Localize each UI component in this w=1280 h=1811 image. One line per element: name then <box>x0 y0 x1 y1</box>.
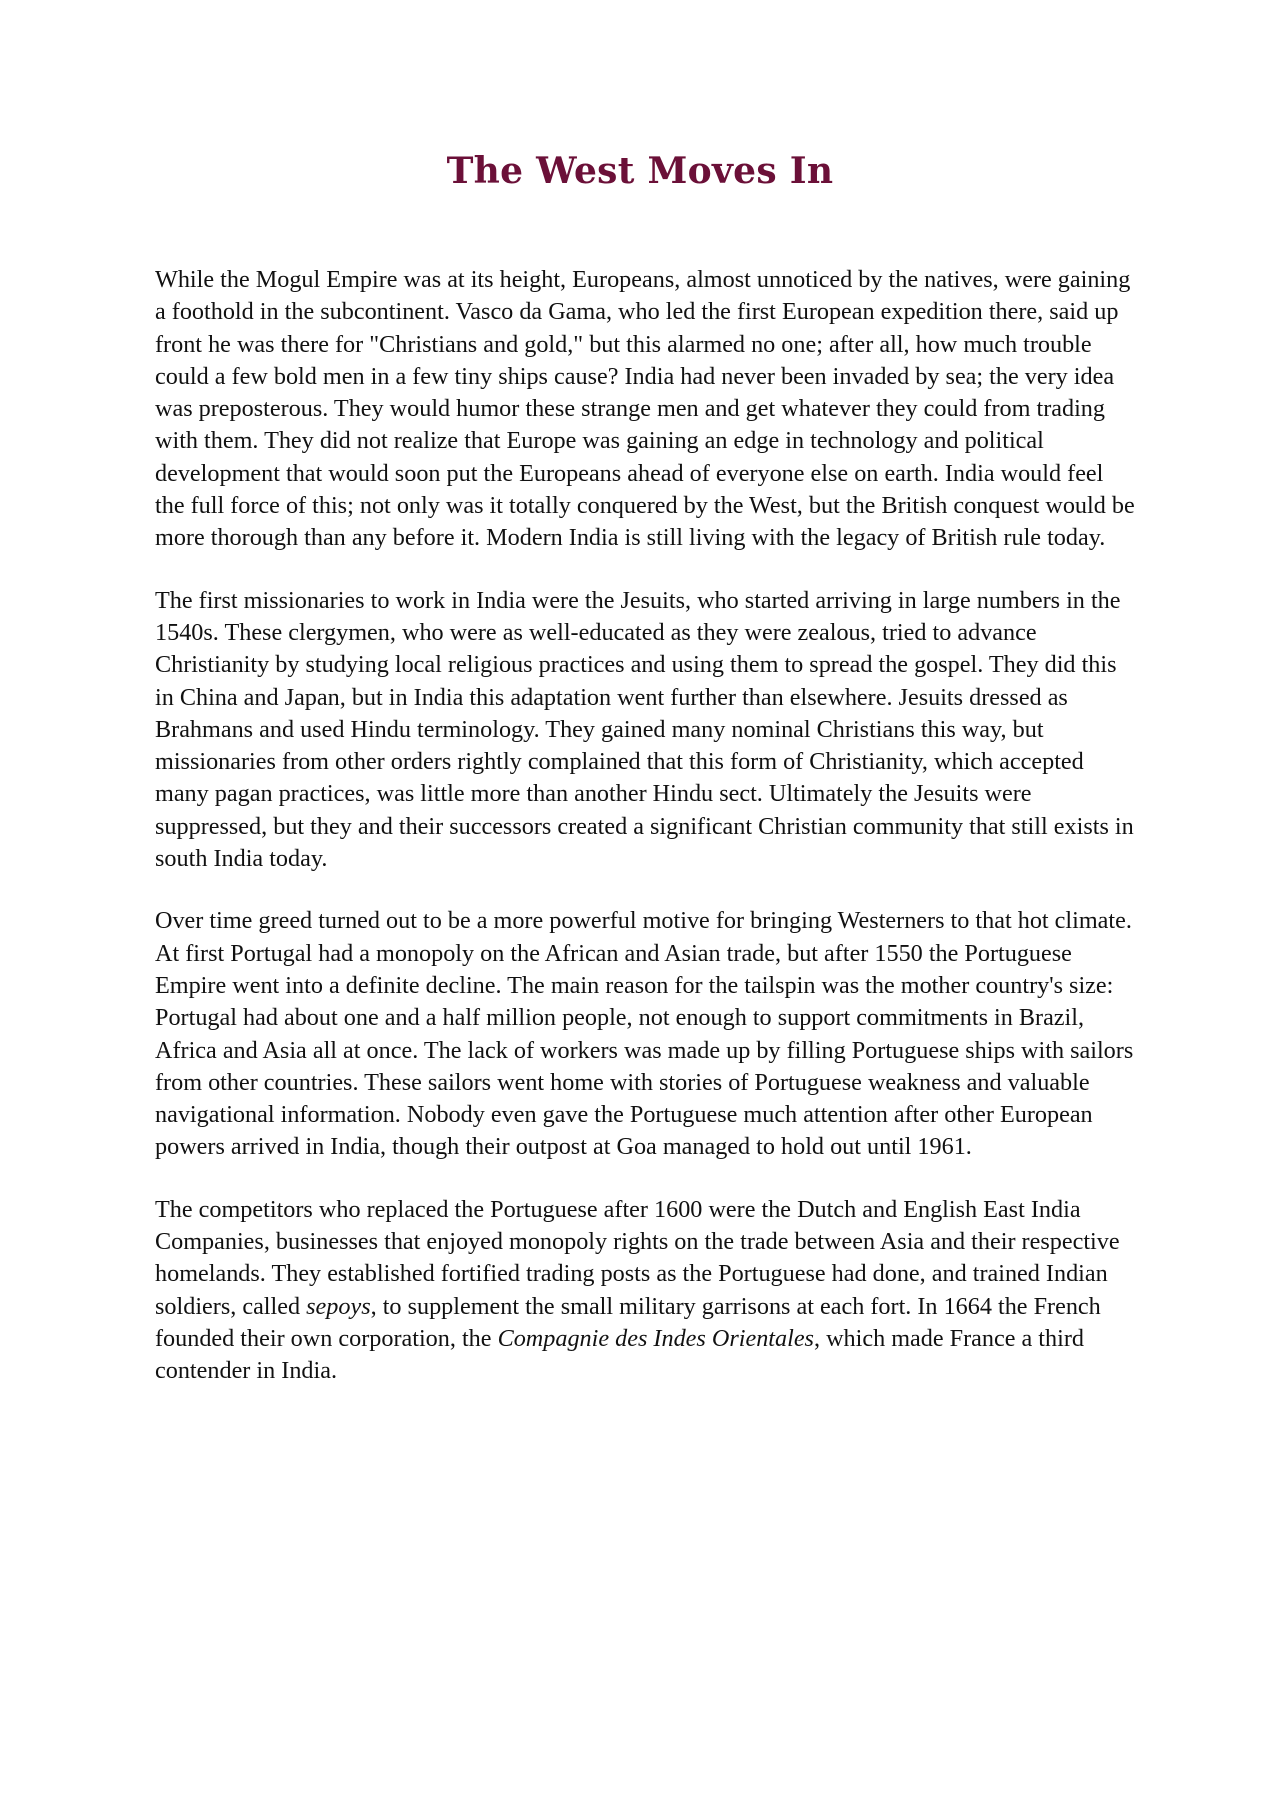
italic-term-compagnie: Compagnie des Indes Orientales <box>497 1324 814 1352</box>
paragraph-4-text-b: , to supplement the small military garrisons at each fort. In 1664 the French founded their own corporation, the <box>155 1292 1101 1352</box>
article-body <box>155 264 1135 1418</box>
paragraph-3: Over time greed turned out to be a more powerful motive for bringing Westerners to that hot climate. At first Portugal had a monopoly on the African and Asian trade, but after 1550 the Portuguese Empire went into a definite decline. The main reason for the tailspin was the mother country's size: Portugal had about one and a half million people, not enough to support commitments in Brazil, Africa and Asia all at once. The lack of workers was made up by filling Portuguese ships with sailors from other countries. These sailors went home with stories of Portuguese weakness and valuable navigational information. Nobody even gave the Portuguese much attention after other European powers arrived in India, though their outpost at Goa managed to hold out until 1961. <box>155 907 1134 1161</box>
paragraph-2: The first missionaries to work in India were the Jesuits, who started arriving in large numbers in the 1540s. These clergymen, who were as well-educated as they were zealous, tried to advance Christianity by studying local religious practices and using them to spread the gospel. They did this in China and Japan, but in India this adaptation went further than elsewhere. Jesuits dressed as Brahmans and used Hindu terminology. They gained many nominal Christians this way, but missionaries from other orders rightly complained that this form of Christianity, which accepted many pagan practices, was little more than another Hindu sect. Ultimately the Jesuits were suppressed, but they and their successors created a significant Christian community that still exists in south India today. <box>155 586 1134 873</box>
page-title: The West Moves In <box>446 150 834 192</box>
paragraph-4 <box>155 1194 1135 1388</box>
paragraph-4-text-c: , which made France a third contender in India. <box>155 1324 1084 1385</box>
paragraph-1: While the Mogul Empire was at its height, Europeans, almost unnoticed by the natives, were gaining a foothold in the subcontinent. Vasco da Gama, who led the first European expedition there, said up front he was there for "Christians and gold," but this alarmed no one; after all, how much trouble could a few bold men in a few tiny ships cause? India had never been invaded by sea; the very idea was preposterous. They would humor these strange men and get whatever they could from trading with them. They did not realize that Europe was gaining an edge in technology and political development that would soon put the Europeans ahead of everyone else on earth. India would feel the full force of this; not only was it totally conquered by the West, but the British conquest would be more thorough than any before it. Modern India is still living with the legacy of British rule today. <box>155 266 1135 552</box>
italic-term-sepoys: sepoys <box>306 1292 371 1320</box>
paragraph-4-text-a: The competitors who replaced the Portuguese after 1600 were the Dutch and English East India Companies, businesses that enjoyed monopoly rights on the trade between Asia and their respective homelands. They established fortified trading posts as the Portuguese had done, and trained Indian soldiers, called <box>155 1195 1120 1320</box>
